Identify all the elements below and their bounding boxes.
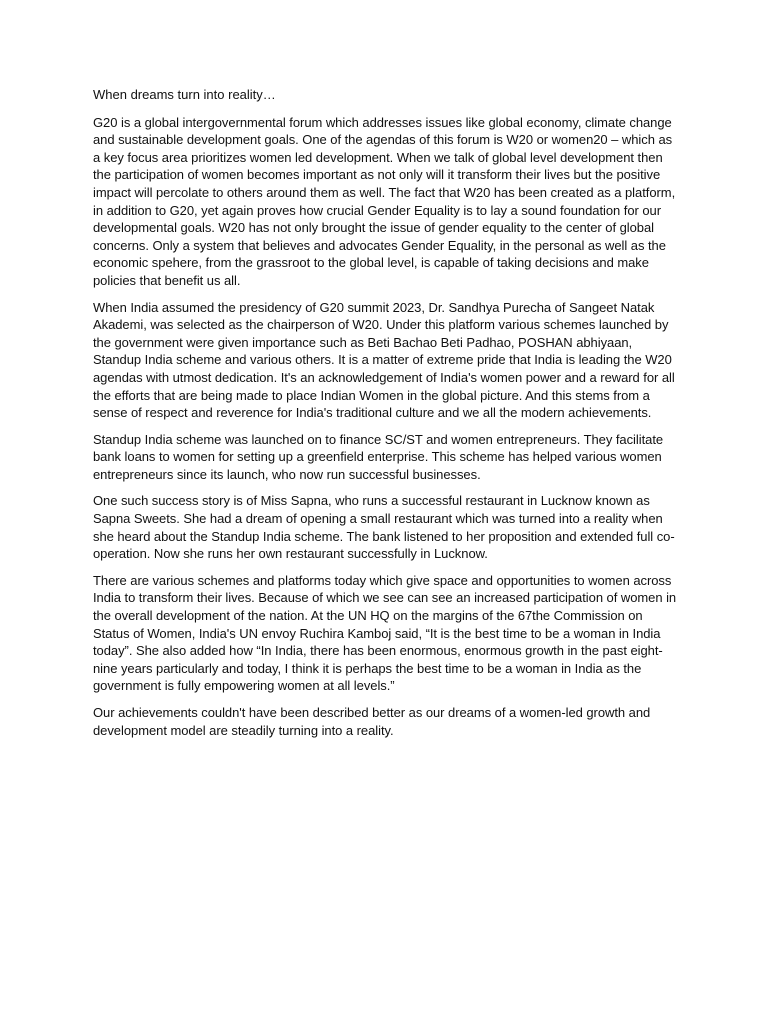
paragraph-india-presidency: When India assumed the presidency of G20 summit 2023, Dr. Sandhya Purecha of Sangeet Natak Akademi, was selected as the chairperson of W20. Under this platform various schemes launched by the government were given importance such as Beti Bachao Beti Padhao, POSHAN abhiyaan, Standup India scheme and various others. It is a matter of extreme pride that India is leading the W20 agendas with utmost dedication. It's an acknowledgement of India's women power and a reward for all the efforts that are being made to place Indian Women in the global picture. And this stems from a sense of respect and reverence for India's traditional culture and we all the modern achievements. [93,299,675,421]
paragraph-success-story: One such success story is of Miss Sapna, who runs a successful restaurant in Lucknow known as Sapna Sweets. She had a dream of opening a small restaurant which was turned into a reality when she heard about the Standup India scheme. The bank listened to her proposition and extended full co-operation. Now she runs her own restaurant successfully in Lucknow. [93,493,675,562]
paragraph-g20-intro: G20 is a global intergovernmental forum which addresses issues like global economy, climate change and sustainable development goals. One of the agendas of this forum is W20 or women20 – which as a key focus area prioritizes women led development. When we talk of global level development then the participation of women becomes important as not only will it transform their lives but the positive impact will percolate to others around them as well. The fact that W20 has been created as a platform, in addition to G20, yet again proves how crucial Gender Equality is to lay a sound foundation for our developmental goals. W20 has not only brought the issue of gender equality to the center of global concerns. Only a system that believes and advocates Gender Equality, in the personal as well as the economic spehere, from the grassroot to the global level, is capable of taking decisions and make policies that benefit us all. [93,114,676,288]
paragraph-standup-india: Standup India scheme was launched on to finance SC/ST and women entrepreneurs. They facilitate bank loans to women for setting up a greenfield enterprise. This scheme has helped various women entrepreneurs since its launch, who now run successful businesses. [93,431,664,482]
paragraph-conclusion: Our achievements couldn't have been described better as our dreams of a women-led growth and development model are steadily turning into a reality. [93,705,651,738]
paragraph-schemes-platforms: There are various schemes and platforms today which give space and opportunities to women across India to transform their lives. Because of which we see can see an increased participation of women in the overall development of the nation. At the UN HQ on the margins of the 67the Commission on Status of Women, India's UN envoy Ruchira Kamboj said, “It is the best time to be a woman in India today”. She also added how “In India, there has been enormous, enormous growth in the past eight-nine years particularly and today, I think it is perhaps the best time to be a woman in India as the government is fully empowering women at all levels.” [93,572,677,694]
document-title: When dreams turn into reality… [93,87,276,102]
